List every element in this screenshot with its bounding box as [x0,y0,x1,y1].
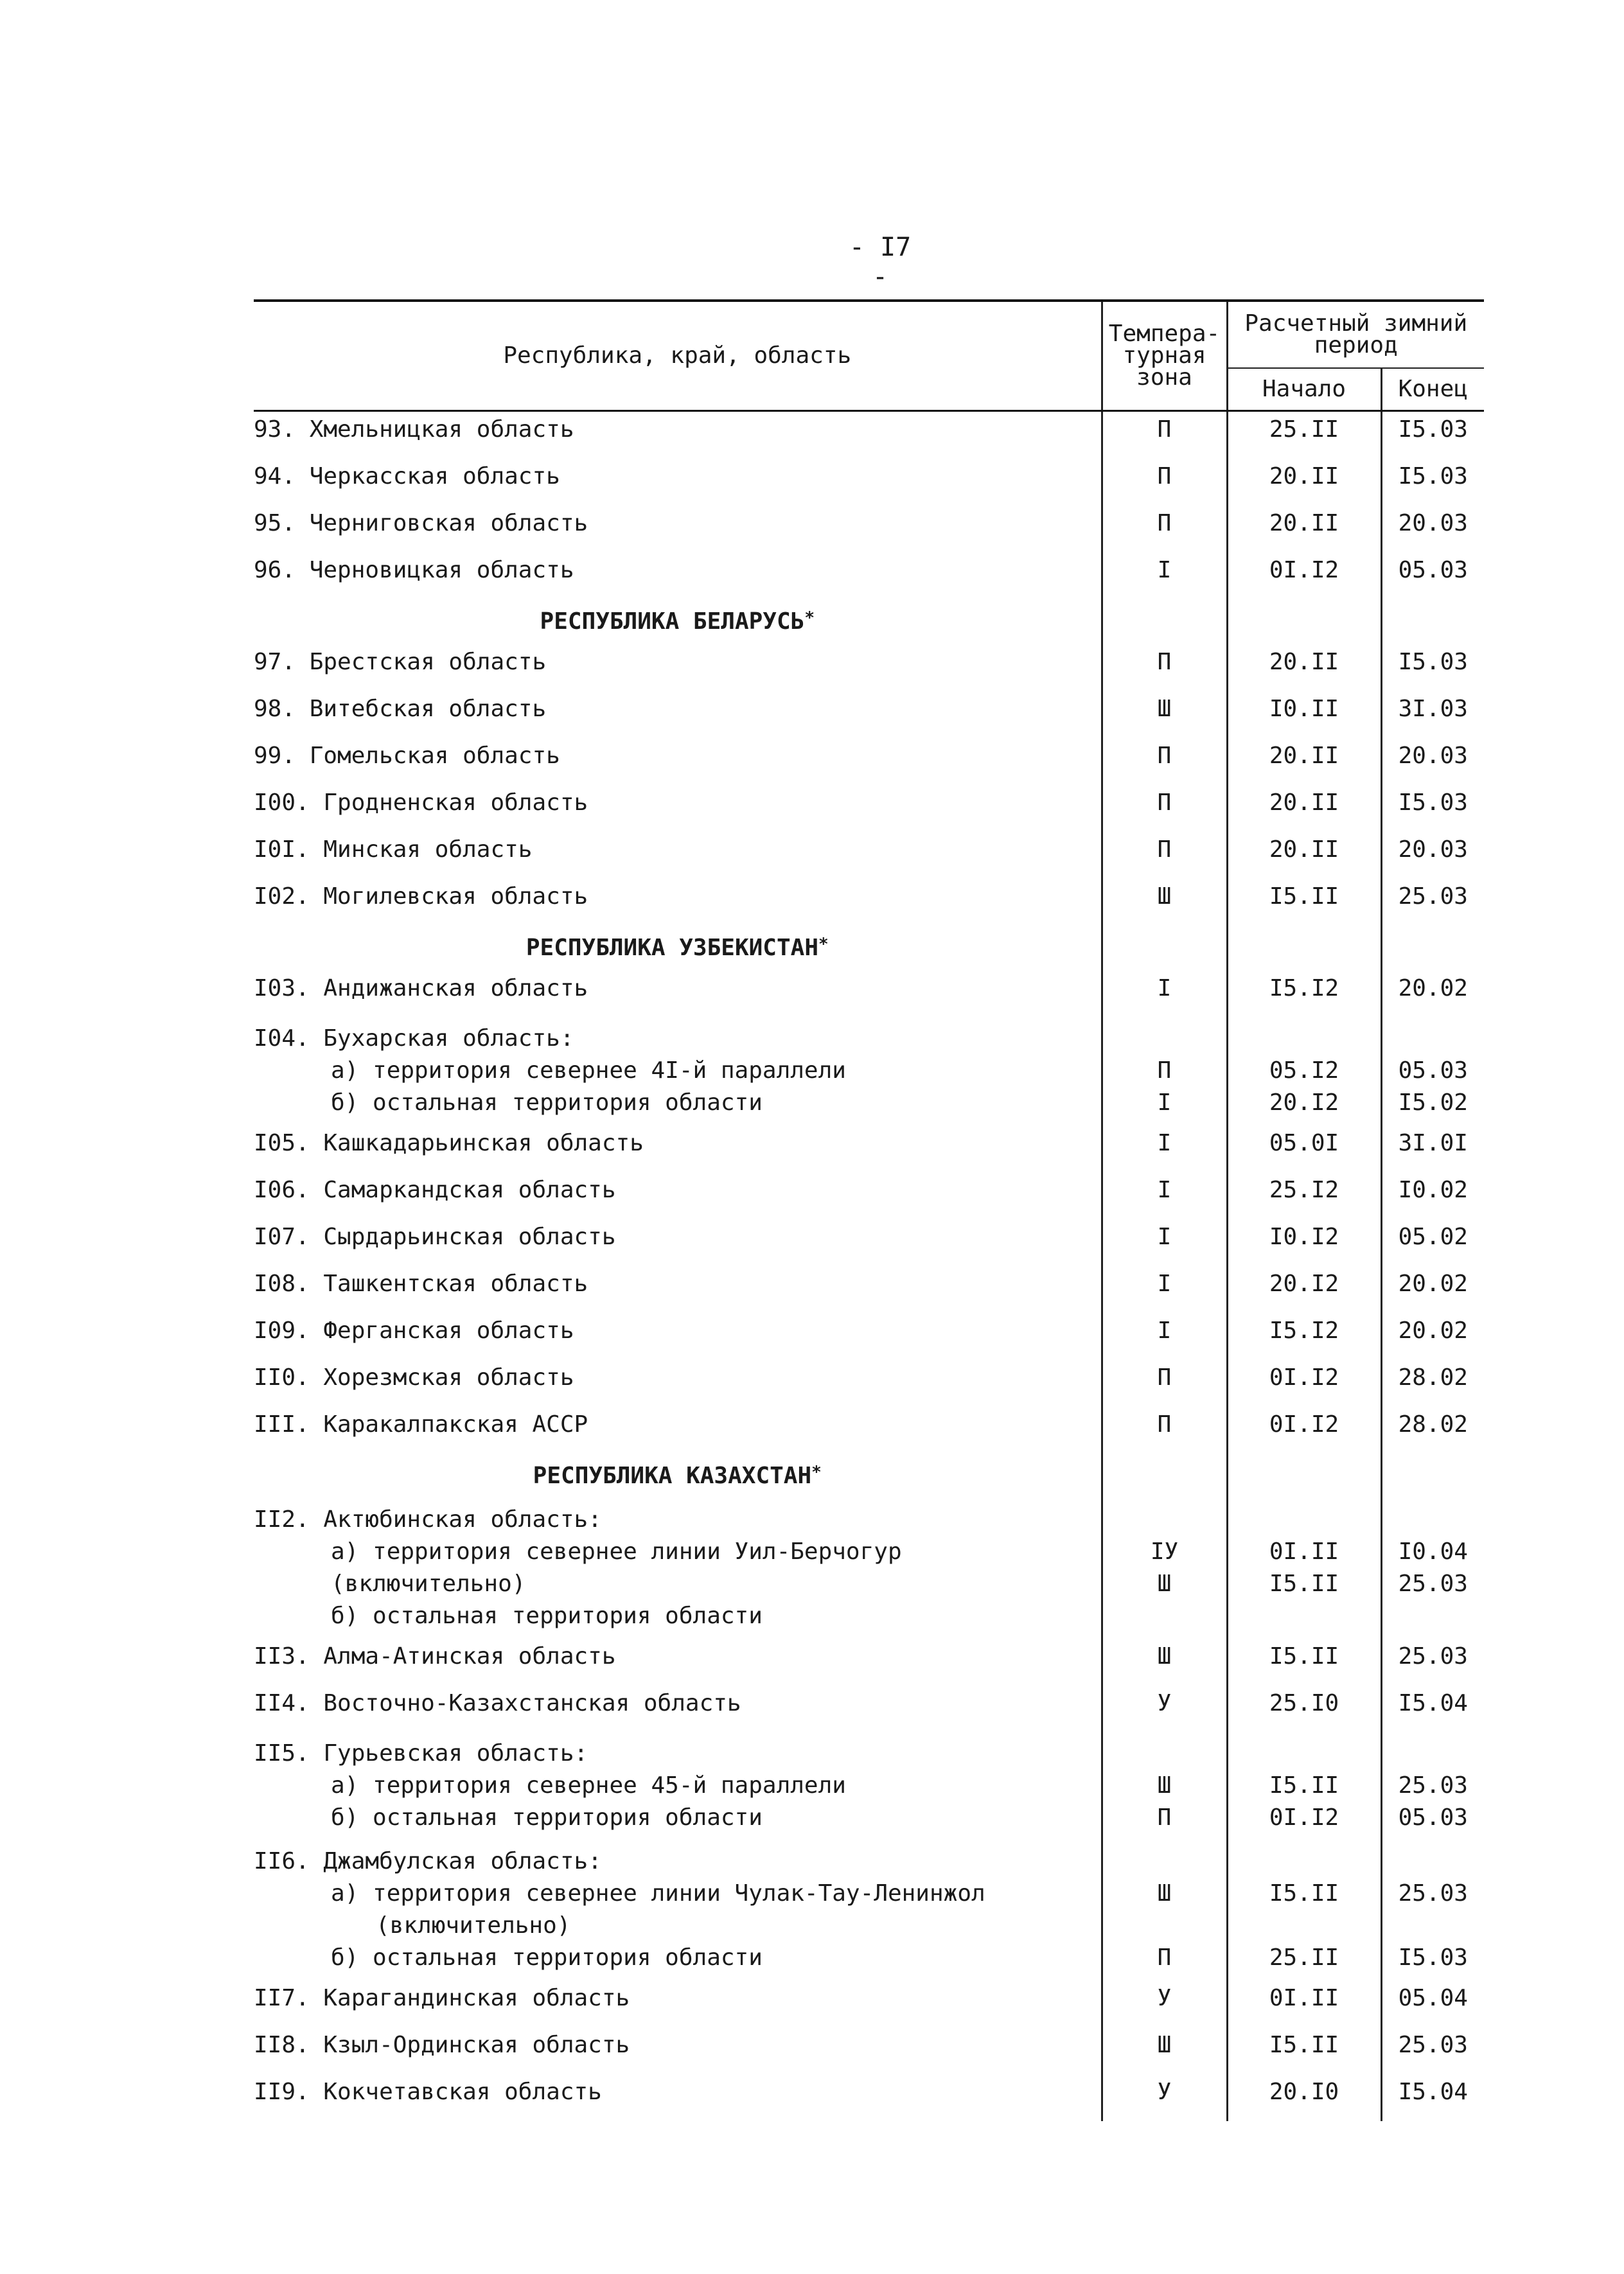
region-name: I04. Бухарская область: а) территория севернее 4I-й параллели б) остальная территория области [254,1025,846,1116]
zone-value: П [1102,1407,1227,1454]
region-name: 95. Черниговская область [254,510,588,536]
start-date: 0I.II [1227,1980,1381,2027]
table-row [254,1407,1484,1454]
table-row [254,552,1484,599]
end-date: 25.03 [1381,879,1484,926]
region-name: II0. Хорезмская область [254,1364,574,1391]
region-name: I03. Андижанская область [254,975,588,1001]
end-date: 05.04 [1381,1980,1484,2027]
region-name: I08. Ташкентская область [254,1271,588,1297]
start-date: 25.II [1227,411,1381,459]
end-date: 25.03 05.03 [1381,1732,1484,1840]
zone-value: Ш П [1102,1732,1227,1840]
start-date: I0.I2 [1227,1219,1381,1266]
end-date: I0.02 [1381,1172,1484,1219]
zone-value: П [1102,785,1227,832]
winter-period-table [254,299,1484,2121]
zone-value: I [1102,1266,1227,1313]
start-date: I5.II [1227,2027,1381,2074]
table-row [254,691,1484,738]
start-date: 20.II [1227,738,1381,785]
start-date: 20.II [1227,506,1381,552]
section-title-belarus: РЕСПУБЛИКА БЕЛАРУСЬ* [540,608,815,635]
table-row [254,411,1484,459]
table-row [254,879,1484,926]
end-date: 28.02 [1381,1407,1484,1454]
start-date: 20.II [1227,785,1381,832]
region-name: 93. Хмельницкая область [254,416,574,443]
region-name: 99. Гомельская область [254,743,560,769]
end-date: I5.04 [1381,2074,1484,2121]
end-date: 20.03 [1381,506,1484,552]
table-row [254,1840,1484,1980]
zone-value: П [1102,644,1227,691]
table-row [254,1639,1484,1686]
region-name: I0I. Минская область [254,836,533,863]
start-date: 0I.II I5.II [1227,1499,1381,1639]
start-date: I0.II [1227,691,1381,738]
table-row [254,1266,1484,1313]
zone-value: Ш [1102,691,1227,738]
table-row [254,738,1484,785]
end-date: 20.03 [1381,738,1484,785]
zone-value: Ш П [1102,1840,1227,1980]
zone-value: I [1102,552,1227,599]
start-date: 20.I2 [1227,1266,1381,1313]
header-period: Расчетный зимний период [1227,301,1484,368]
zone-value: П [1102,1360,1227,1407]
start-date: I5.I2 [1227,971,1381,1018]
start-date: I5.II 0I.I2 [1227,1732,1381,1840]
zone-value: У [1102,1686,1227,1732]
region-name: 97. Брестская область [254,649,547,675]
end-date: I0.04 25.03 [1381,1499,1484,1639]
region-name: II7. Карагандинская область [254,1985,630,2011]
zone-value: Ш [1102,1639,1227,1686]
end-date: 20.02 [1381,1266,1484,1313]
table-row [254,506,1484,552]
table-row [254,2074,1484,2121]
zone-value: П I [1102,1018,1227,1125]
start-date: I5.II 25.II [1227,1840,1381,1980]
end-date: 05.02 [1381,1219,1484,1266]
table-row [254,644,1484,691]
zone-value: Ш [1102,2027,1227,2074]
table-row [254,832,1484,879]
zone-value: Ш [1102,879,1227,926]
zone-value: П [1102,738,1227,785]
end-date: I5.03 [1381,644,1484,691]
section-title-kazakhstan: РЕСПУБЛИКА КАЗАХСТАН* [533,1463,822,1489]
section-row [254,599,1484,644]
table-row [254,1219,1484,1266]
region-name: II8. Кзыл-Ординская область [254,2032,630,2058]
zone-value: У [1102,1980,1227,2027]
start-date: 25.I0 [1227,1686,1381,1732]
section-title-uzbekistan: РЕСПУБЛИКА УЗБЕКИСТАН* [525,935,829,961]
zone-value: П [1102,411,1227,459]
region-name: I06. Самаркандская область [254,1177,616,1203]
end-date: I5.03 [1381,411,1484,459]
end-date: I5.03 [1381,459,1484,506]
start-date: 0I.I2 [1227,1407,1381,1454]
start-date: I5.II [1227,879,1381,926]
end-date: 25.03 [1381,2027,1484,2074]
table-row [254,1018,1484,1125]
start-date: 20.II [1227,644,1381,691]
region-name: I07. Сырдарьинская область [254,1224,616,1250]
table-row [254,2027,1484,2074]
table-row [254,1125,1484,1172]
region-name: 96. Черновицкая область [254,557,574,583]
region-name: II9. Кокчетавская область [254,2079,602,2105]
section-row [254,1454,1484,1499]
zone-value: IУ Ш [1102,1499,1227,1639]
start-date: 25.I2 [1227,1172,1381,1219]
region-name: II2. Актюбинская область: а) территория севернее линии Уил-Берчогур (включительно) б) остальная территория области [254,1506,902,1629]
end-date: 28.02 [1381,1360,1484,1407]
header-region: Республика, край, область [254,301,1102,411]
zone-value: П [1102,459,1227,506]
page-number: - I7 - [849,233,912,292]
table-row [254,1360,1484,1407]
start-date: 20.II [1227,832,1381,879]
zone-value: П [1102,506,1227,552]
zone-value: П [1102,832,1227,879]
start-date: I5.I2 [1227,1313,1381,1360]
end-date: I5.04 [1381,1686,1484,1732]
start-date: 20.I0 [1227,2074,1381,2121]
table-row [254,785,1484,832]
start-date: 0I.I2 [1227,1360,1381,1407]
table-row [254,1313,1484,1360]
table-row [254,1172,1484,1219]
zone-value: I [1102,1125,1227,1172]
start-date: 20.II [1227,459,1381,506]
table-row [254,1499,1484,1639]
table-row [254,1686,1484,1732]
region-name: I05. Кашкадарьинская область [254,1130,644,1156]
header-end: Конец [1381,368,1484,411]
header-start: Начало [1227,368,1381,411]
region-name: 98. Витебская область [254,696,547,722]
end-date: 20.03 [1381,832,1484,879]
region-name: I02. Могилевская область [254,883,588,910]
region-name: 94. Черкасская область [254,463,560,489]
zone-value: У [1102,2074,1227,2121]
region-name: II6. Джамбулская область: а) территория севернее линии Чулак-Тау-Ленинжол (включительно) б) остальная территория области [254,1848,985,1971]
zone-value: I [1102,1219,1227,1266]
end-date: 05.03 I5.02 [1381,1018,1484,1125]
header-zone: Темпера-турная зона [1102,301,1227,411]
region-name: I00. Гродненская область [254,789,588,816]
section-row [254,926,1484,971]
end-date: 3I.0I [1381,1125,1484,1172]
start-date: 05.0I [1227,1125,1381,1172]
table-row [254,1980,1484,2027]
start-date: I5.II [1227,1639,1381,1686]
end-date: 20.02 [1381,1313,1484,1360]
table-header [254,301,1484,411]
region-name: II3. Алма-Атинская область [254,1643,616,1670]
zone-value: I [1102,1172,1227,1219]
end-date: 20.02 [1381,971,1484,1018]
region-name: II4. Восточно-Казахстанская область [254,1690,741,1716]
region-name: I09. Ферганская область [254,1318,574,1344]
start-date: 05.I2 20.I2 [1227,1018,1381,1125]
table-row [254,459,1484,506]
end-date: 3I.03 [1381,691,1484,738]
zone-value: I [1102,971,1227,1018]
region-name: III. Каракалпакская АССР [254,1411,588,1438]
zone-value: I [1102,1313,1227,1360]
end-date: I5.03 [1381,785,1484,832]
table-row [254,1732,1484,1840]
region-name: II5. Гурьевская область: а) территория севернее 45-й параллели б) остальная территория области [254,1740,846,1831]
end-date: 25.03 [1381,1639,1484,1686]
end-date: 05.03 [1381,552,1484,599]
start-date: 0I.I2 [1227,552,1381,599]
table-row [254,971,1484,1018]
end-date: 25.03 I5.03 [1381,1840,1484,1980]
